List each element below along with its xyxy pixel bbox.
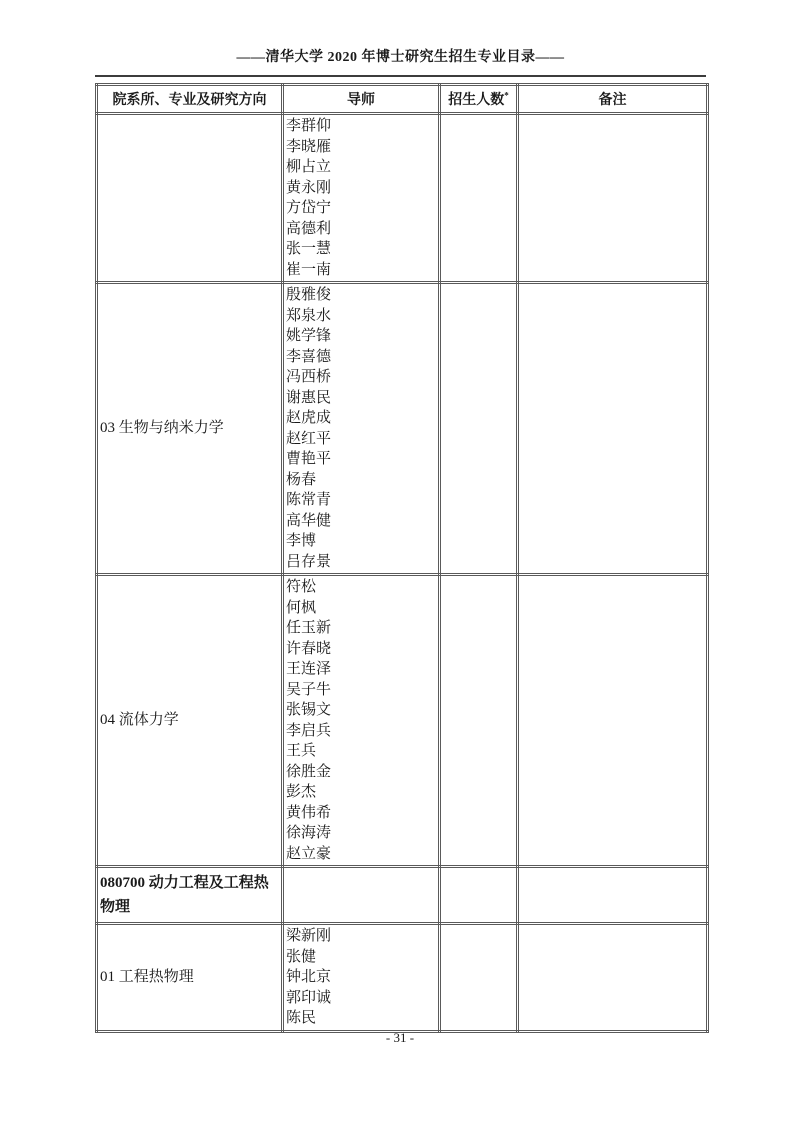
- enrollment-asterisk: *: [504, 90, 509, 101]
- enrollment-cell: [440, 114, 518, 283]
- doc-title: ——清华大学 2020 年博士研究生招生专业目录——: [236, 50, 565, 65]
- advisor-name: 符松: [286, 579, 317, 595]
- advisor-name: 李博: [286, 533, 317, 549]
- advisors-cell: [283, 575, 440, 867]
- direction-cell: 03 生物与纳米力学: [97, 283, 283, 575]
- direction-cell: 01 工程热物理: [97, 924, 283, 1032]
- advisor-name: 赵红平: [286, 430, 332, 447]
- advisor-name: 高德利: [286, 220, 332, 237]
- advisor-name: 赵立豪: [286, 845, 332, 862]
- page-number: - 31 -: [385, 1030, 415, 1045]
- advisor-name: 徐胜金: [286, 763, 332, 780]
- advisors-cell: [283, 924, 440, 1032]
- advisor-name: 陈常青: [286, 492, 332, 508]
- advisor-name: 李晓雁: [286, 138, 332, 155]
- advisor-name: 黄永刚: [286, 179, 332, 196]
- col-header-direction-label: 院系所、专业及研究方向: [112, 93, 267, 108]
- advisor-name: 赵虎成: [286, 410, 332, 426]
- advisor-name: 吴子牛: [286, 681, 332, 698]
- advisor-name: 梁新刚: [286, 928, 332, 944]
- col-header-enrollment: [440, 85, 518, 114]
- advisor-name: 彭杰: [286, 784, 317, 800]
- catalog-table: [95, 83, 709, 1033]
- advisor-name: 殷雅俊: [286, 287, 332, 303]
- advisor-name: 吕存景: [286, 553, 332, 570]
- advisor-name: 徐海涛: [286, 825, 332, 841]
- advisors-cell: [283, 114, 440, 283]
- enrollment-cell: [440, 867, 518, 924]
- table-row: [97, 924, 708, 1032]
- doc-header: [95, 46, 706, 77]
- col-header-enrollment-label: 招生人数: [448, 93, 505, 108]
- advisor-name: 郭印诚: [286, 989, 332, 1006]
- advisor-name: 陈民: [286, 1010, 317, 1026]
- advisor-name: 高华健: [286, 512, 332, 529]
- enrollment-cell: [440, 575, 518, 867]
- note-cell: [518, 575, 708, 867]
- table-header: [97, 85, 708, 114]
- note-cell: [518, 924, 708, 1032]
- col-header-note: [518, 85, 708, 114]
- table-row: [97, 575, 708, 867]
- advisor-name: 杨春: [286, 471, 317, 488]
- table-body: [97, 114, 708, 1032]
- col-header-advisor: [283, 85, 440, 114]
- advisors-cell: [283, 867, 440, 924]
- section-header-row: [97, 867, 708, 924]
- advisors-cell: [283, 283, 440, 575]
- advisor-name: 柳占立: [286, 159, 332, 175]
- direction-cell: 080700 动力工程及工程热物理: [97, 867, 283, 924]
- advisor-name: 钟北京: [286, 969, 332, 985]
- direction-cell: 04 流体力学: [97, 575, 283, 867]
- advisor-name: 姚学锋: [286, 328, 332, 344]
- advisor-name: 许春晓: [286, 640, 332, 657]
- note-cell: [518, 283, 708, 575]
- advisor-name: 黄伟希: [286, 804, 332, 821]
- col-header-advisor-label: 导师: [347, 93, 375, 108]
- advisor-name: 曹艳平: [286, 451, 332, 467]
- advisor-name: 张一慧: [286, 241, 332, 257]
- enrollment-cell: [440, 283, 518, 575]
- note-cell: [518, 867, 708, 924]
- advisor-name: 崔一南: [286, 261, 332, 278]
- table-row: [97, 283, 708, 575]
- advisor-name: 谢惠民: [286, 389, 332, 406]
- advisor-name: 方岱宁: [286, 200, 332, 216]
- table-row: [97, 114, 708, 283]
- direction-cell: [97, 114, 283, 283]
- col-header-direction: [97, 85, 283, 114]
- advisor-name: 张健: [286, 948, 317, 965]
- advisor-name: 任玉新: [286, 620, 332, 636]
- enrollment-cell: [440, 924, 518, 1032]
- advisor-name: 李启兵: [286, 722, 332, 739]
- advisor-name: 郑泉水: [286, 307, 332, 324]
- advisor-name: 李喜德: [286, 348, 332, 365]
- header-row: [97, 85, 708, 114]
- advisor-name: 李群仰: [286, 118, 332, 134]
- advisor-name: 张锡文: [286, 702, 332, 718]
- advisor-name: 何枫: [286, 599, 317, 616]
- note-cell: [518, 114, 708, 283]
- advisor-name: 王兵: [286, 743, 317, 759]
- advisor-name: 王连泽: [286, 661, 332, 677]
- col-header-note-label: 备注: [598, 93, 627, 108]
- advisor-name: 冯西桥: [286, 369, 332, 385]
